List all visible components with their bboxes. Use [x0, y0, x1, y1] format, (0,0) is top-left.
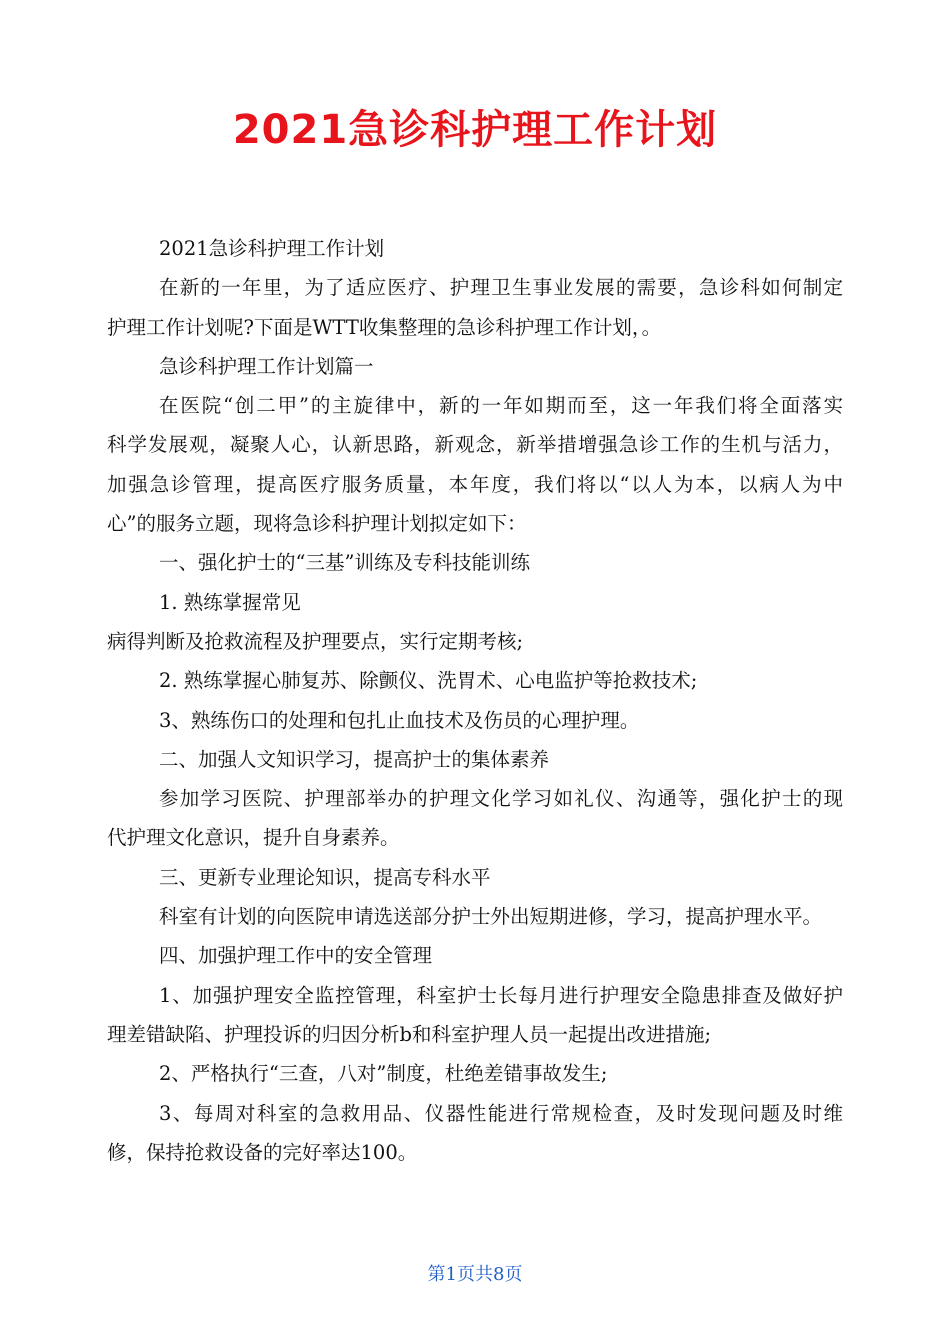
section-heading: 一、强化护士的“三基”训练及专科技能训练: [159, 551, 530, 575]
paragraph-line: 3、熟练伤口的处理和包扎止血技术及伤员的心理护理。: [159, 708, 640, 732]
paragraph-line: 1. 熟练掌握常见: [159, 590, 301, 614]
paragraph-line: 科室有计划的向医院申请选送部分护士外出短期进修，学习，提高护理水平。: [159, 905, 823, 929]
paragraph-line: 加强急诊管理，提高医疗服务质量，本年度，我们将以“以人为本，以病人为中: [107, 472, 843, 496]
paragraph-line: 1、加强护理安全监控管理，科室护士长每月进行护理安全隐患排查及做好护: [159, 983, 843, 1007]
section-heading: 三、更新专业理论知识，提高专科水平: [159, 865, 491, 889]
paragraph-line: 2. 熟练掌握心肺复苏、除颤仪、洗胃术、心电监护等抢救技术;: [159, 669, 698, 693]
page-footer: 第1页共8页: [427, 1264, 523, 1285]
paragraph-line: 在新的一年里，为了适应医疗、护理卫生事业发展的需要，急诊科如何制定: [159, 276, 843, 300]
paragraph-line: 心”的服务立题，现将急诊科护理计划拟定如下：: [107, 512, 527, 536]
paragraph-line: 代护理文化意识，提升自身素养。: [107, 826, 400, 850]
paragraph-line: 急诊科护理工作计划篇一: [159, 354, 374, 378]
paragraph-line: 理差错缺陷、护理投诉的归因分析b和科室护理人员一起提出改进措施;: [107, 1022, 712, 1046]
document-title: 2021急诊科护理工作计划: [232, 107, 718, 153]
paragraph-line: 在医院“创二甲”的主旋律中，新的一年如期而至，这一年我们将全面落实: [159, 394, 843, 418]
paragraph-line: 参加学习医院、护理部举办的护理文化学习如礼仪、沟通等，强化护士的现: [159, 787, 843, 811]
paragraph-line: 2、严格执行“三查，八对”制度，杜绝差错事故发生;: [159, 1062, 608, 1086]
paragraph-line: 病得判断及抢救流程及护理要点，实行定期考核;: [107, 629, 524, 653]
paragraph-line: 3、每周对科室的急救用品、仪器性能进行常规检查，及时发现问题及时维: [159, 1101, 843, 1125]
paragraph-line: 科学发展观，凝聚人心，认新思路，新观念，新举措增强急诊工作的生机与活力，: [107, 433, 843, 457]
section-heading: 四、加强护理工作中的安全管理: [159, 944, 433, 968]
document-body: [107, 229, 843, 1172]
paragraph-line: 修，保持抢救设备的完好率达100。: [107, 1140, 418, 1164]
section-heading: 二、加强人文知识学习，提高护士的集体素养: [159, 747, 550, 771]
paragraph-line: 2021急诊科护理工作计划: [159, 237, 385, 260]
paragraph-line: 护理工作计划呢?下面是WTT收集整理的急诊科护理工作计划，。: [107, 315, 662, 339]
